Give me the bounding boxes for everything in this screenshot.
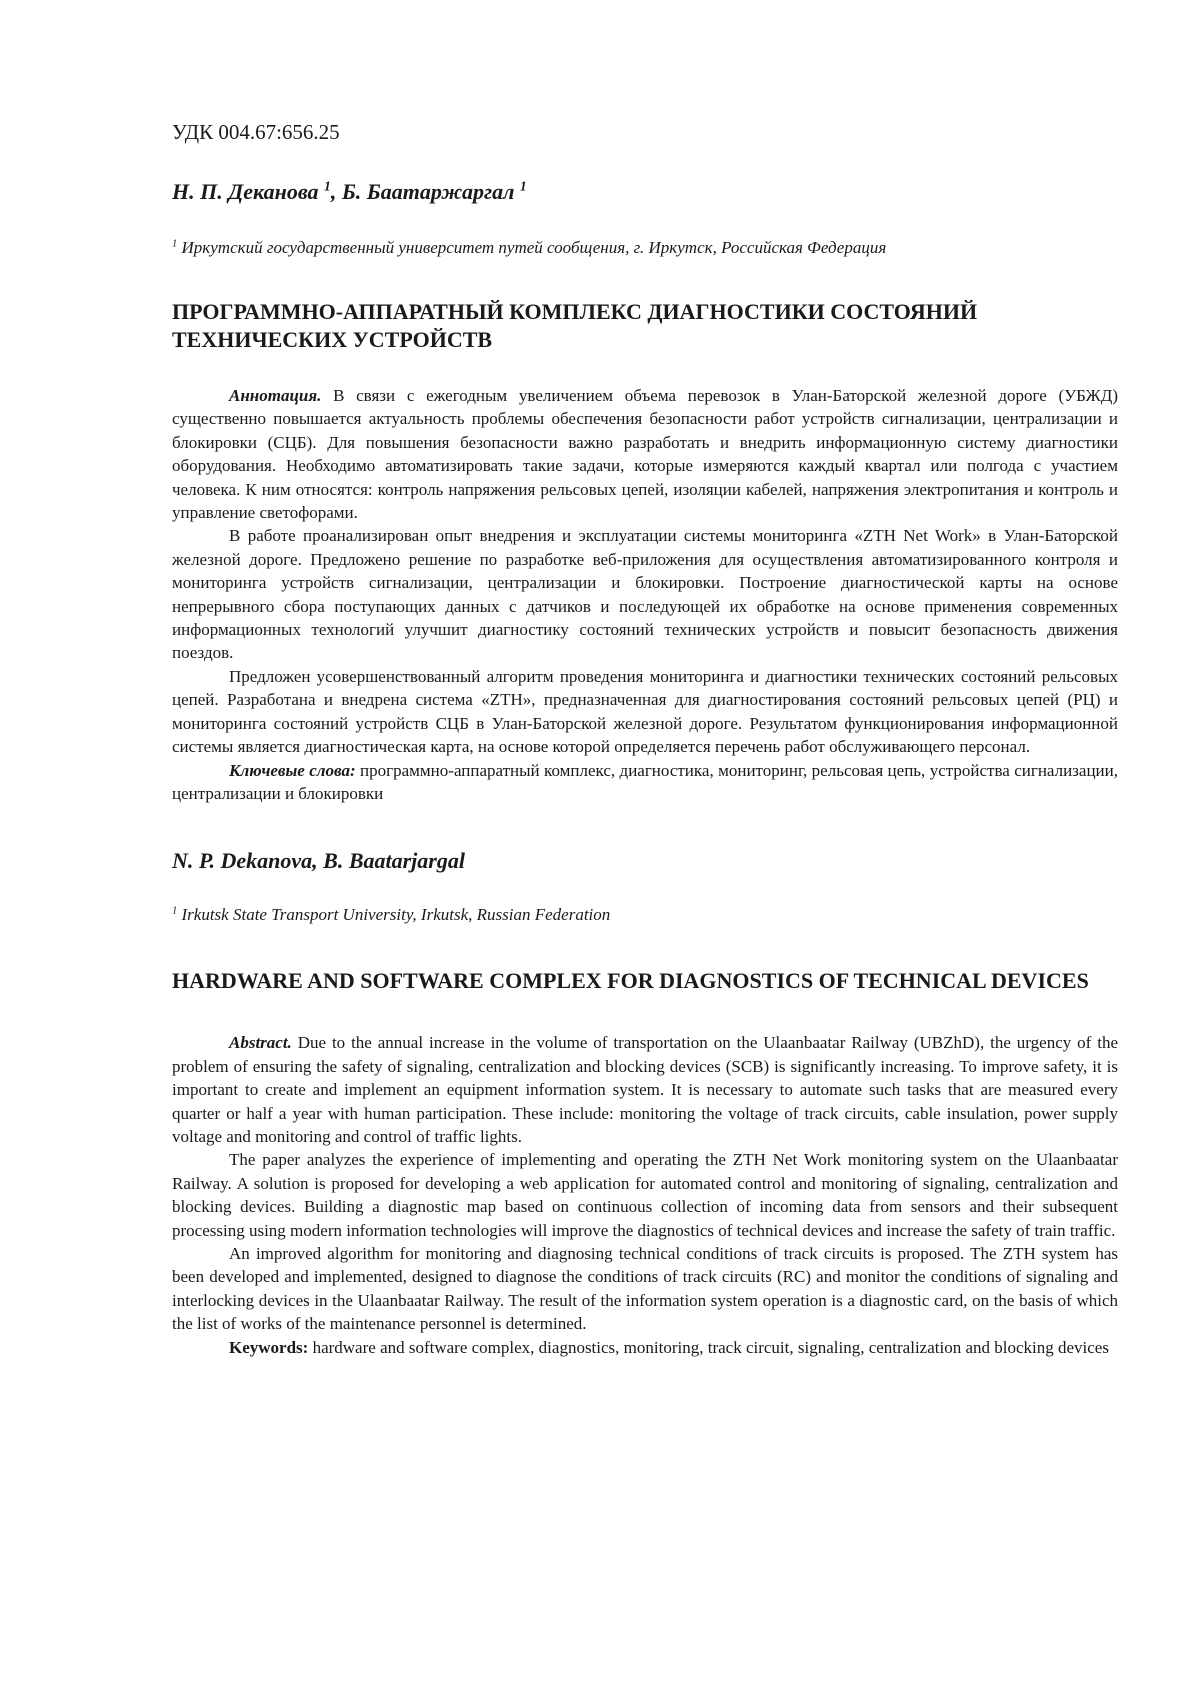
- keywords-en: [172, 1336, 1118, 1359]
- keywords-ru: [172, 759, 1118, 806]
- author-1-affil-mark: 1: [324, 179, 331, 194]
- abstract-en-paragraph-2: The paper analyzes the experience of implementing and operating the ZTH Net Work monitoring system on the Ulaanbaatar Railway. A solution is proposed for developing a web application for automated control and monitoring of signaling, centralization and blocking devices. Building a diagnostic map based on continuous collection of incoming data from sensors and their subsequent processing using modern information technologies will improve the diagnostics of technical devices and increase the safety of train traffic.: [172, 1148, 1118, 1242]
- affiliation-ru: [172, 236, 1118, 260]
- abstract-ru-paragraph-3: Предложен усовершенствованный алгоритм проведения мониторинга и диагностики технических состояний рельсовых цепей. Разработана и внедрена система «ZTH», предназначенная для диагностирования состояний рельсовых цепей (РЦ) и мониторинга состояний устройств СЦБ в Улан-Баторской железной дороге. Результатом функционирования информационной системы является диагностическая карта, на основе которой определяется перечень работ обслуживающего персонал.: [172, 665, 1118, 759]
- abstract-ru-p1-text: В связи с ежегодным увеличением объема перевозок в Улан-Баторской железной дороге (УБЖД) существенно повышается актуальность проблемы обеспечения безопасности работ устройств сигнализации, централизации и блокировки (СЦБ). Для повышения безопасности важно разработать и внедрить информационную систему диагностики оборудования. Необходимо автоматизировать такие задачи, которые измеряются каждый квартал или полгода с участием человека. К ним относятся: контроль напряжения рельсовых цепей, изоляции кабелей, напряжения электропитания и контроль и управление светофорами.: [172, 386, 1118, 522]
- abstract-en-paragraph-3: An improved algorithm for monitoring and diagnosing technical conditions of track circuits is proposed. The ZTH system has been developed and implemented, designed to diagnose the conditions of track circuits (RC) and monitor the conditions of signaling and interlocking devices in the Ulaanbaatar Railway. The result of the information system operation is a diagnostic card, on the basis of which the list of works of the maintenance personnel is determined.: [172, 1242, 1118, 1336]
- abstract-en: [172, 1031, 1118, 1359]
- authors-ru: [172, 178, 1118, 206]
- affiliation-en-mark: 1: [172, 906, 177, 917]
- abstract-ru-paragraph-1: [172, 384, 1118, 524]
- authors-separator: ,: [331, 179, 342, 204]
- keywords-en-label: Keywords:: [229, 1338, 308, 1357]
- affiliation-en: [172, 903, 1118, 927]
- abstract-en-p1-text: Due to the annual increase in the volume of transportation on the Ulaanbaatar Railway (UBZhD), the urgency of the problem of ensuring the safety of signaling, centralization and blocking devices (SCB) is significantly increasing. To improve safety, it is important to create and implement an equipment information system. It is necessary to automate such tasks that are measured every quarter or half a year with human participation. These include: monitoring the voltage of track circuits, cable insulation, power supply voltage and monitoring and control of traffic lights.: [172, 1033, 1118, 1146]
- abstract-ru-paragraph-2: В работе проанализирован опыт внедрения и эксплуатации системы мониторинга «ZTH Net Work» в Улан-Баторской железной дороге. Предложено решение по разработке веб-приложения для осуществления автоматизированного контроля и мониторинга устройств сигнализации, централизации и блокировки. Построение диагностической карты на основе непрерывного сбора поступающих данных с датчиков и последующей их обработке на основе применения современных информационных технологий улучшит диагностику состояний технических устройств и повысит безопасность движения поездов.: [172, 524, 1118, 664]
- title-ru: ПРОГРАММНО-АППАРАТНЫЙ КОМПЛЕКС ДИАГНОСТИКИ СОСТОЯНИЙ ТЕХНИЧЕСКИХ УСТРОЙСТВ: [172, 298, 1118, 354]
- affiliation-ru-text: Иркутский государственный университет путей сообщения, г. Иркутск, Российская Федерация: [182, 238, 887, 257]
- udc-code: УДК 004.67:656.25: [172, 118, 1118, 146]
- author-2-name: Б. Баатаржаргал: [342, 179, 515, 204]
- author-1-name: Н. П. Деканова: [172, 179, 319, 204]
- affiliation-ru-mark: 1: [172, 238, 177, 249]
- affiliation-en-text: Irkutsk State Transport University, Irkutsk, Russian Federation: [182, 905, 611, 924]
- abstract-en-paragraph-1: [172, 1031, 1118, 1148]
- author-2-affil-mark: 1: [520, 179, 527, 194]
- keywords-en-text: hardware and software complex, diagnostics, monitoring, track circuit, signaling, centralization and blocking devices: [308, 1338, 1109, 1357]
- keywords-ru-label: Ключевые слова:: [229, 761, 356, 780]
- authors-en: N. P. Dekanova, B. Baatarjargal: [172, 847, 1118, 875]
- keywords-ru-text: программно-аппаратный комплекс, диагностика, мониторинг, рельсовая цепь, устройства сигнализации, централизации и блокировки: [172, 761, 1118, 803]
- abstract-ru: [172, 384, 1118, 805]
- abstract-en-label: Abstract.: [229, 1033, 292, 1052]
- title-en: HARDWARE AND SOFTWARE COMPLEX FOR DIAGNOSTICS OF TECHNICAL DEVICES: [172, 967, 1118, 995]
- abstract-ru-label: Аннотация.: [229, 386, 321, 405]
- paper-page: [172, 118, 1118, 1359]
